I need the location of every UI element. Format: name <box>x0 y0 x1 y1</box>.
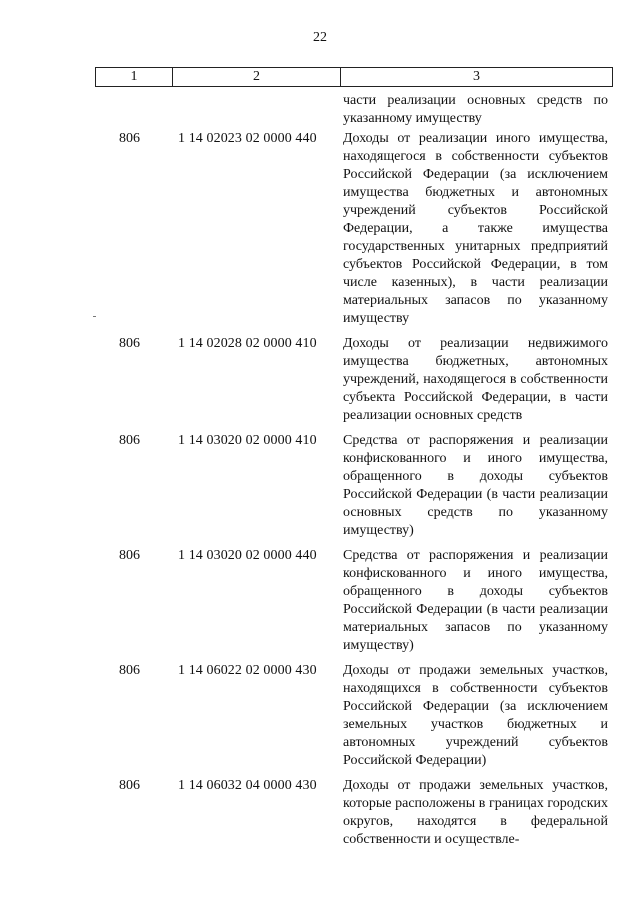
kbk-code: 1 14 02028 02 0000 410 <box>178 336 317 351</box>
header-col-2: 2 <box>173 68 341 86</box>
admin-code: 806 <box>119 548 140 563</box>
table-row <box>0 777 640 849</box>
table-body <box>0 130 640 856</box>
admin-code: 806 <box>119 336 140 351</box>
page-number: 22 <box>313 30 327 45</box>
admin-code: 806 <box>119 778 140 793</box>
admin-code: 806 <box>119 433 140 448</box>
admin-code: 806 <box>119 131 140 146</box>
income-description: Доходы от реализации иного имущества, находящегося в собственности субъектов Российской Федерации (за исключением имущества бюджетных и автономных учреждений субъектов Российской Федерации, а также имущества государственных унитарных предприятий субъектов Российской Федерации, в том числе казенных), в части реализации материальных запасов по указанному имуществу <box>343 131 608 326</box>
header-col-1: 1 <box>96 68 173 86</box>
income-description: Доходы от реализации недвижимого имущества бюджетных, автономных учреждений, находящегося в собственности субъекта Российской Федерации, в части реализации основных средств <box>343 336 608 423</box>
kbk-code: 1 14 03020 02 0000 440 <box>178 548 317 563</box>
kbk-code: 1 14 06022 02 0000 430 <box>178 663 317 678</box>
kbk-code: 1 14 06032 04 0000 430 <box>178 778 317 793</box>
table-row <box>0 547 640 655</box>
kbk-code: 1 14 03020 02 0000 410 <box>178 433 317 448</box>
header-col-3: 3 <box>473 69 480 84</box>
admin-code: 806 <box>119 663 140 678</box>
income-description: Средства от распоряжения и реализации конфискованного и иного имущества, обращенного в доходы субъектов Российской Федерации (в части реализации основных средств по указанному имуществу) <box>343 433 608 538</box>
income-description: Средства от распоряжения и реализации конфискованного и иного имущества, обращенного в доходы субъектов Российской Федерации (в части реализации материальных запасов по указанному имуществу) <box>343 548 608 653</box>
table-header <box>95 67 613 87</box>
continuation-text: части реализации основных средств по указанному имуществу <box>343 93 608 126</box>
kbk-code: 1 14 02023 02 0000 440 <box>178 131 317 146</box>
table-row <box>0 662 640 770</box>
income-description: Доходы от продажи земельных участков, находящихся в собственности субъектов Российской Федерации (за исключением земельных участков бюджетных и автономных учреждений субъектов Российской Федерации) <box>343 663 608 768</box>
table-row <box>0 130 640 328</box>
income-description: Доходы от продажи земельных участков, которые расположены в границах городских округов, находятся в федеральной собственности и осуществле- <box>343 778 608 847</box>
table-row <box>0 432 640 540</box>
table-row <box>0 335 640 425</box>
